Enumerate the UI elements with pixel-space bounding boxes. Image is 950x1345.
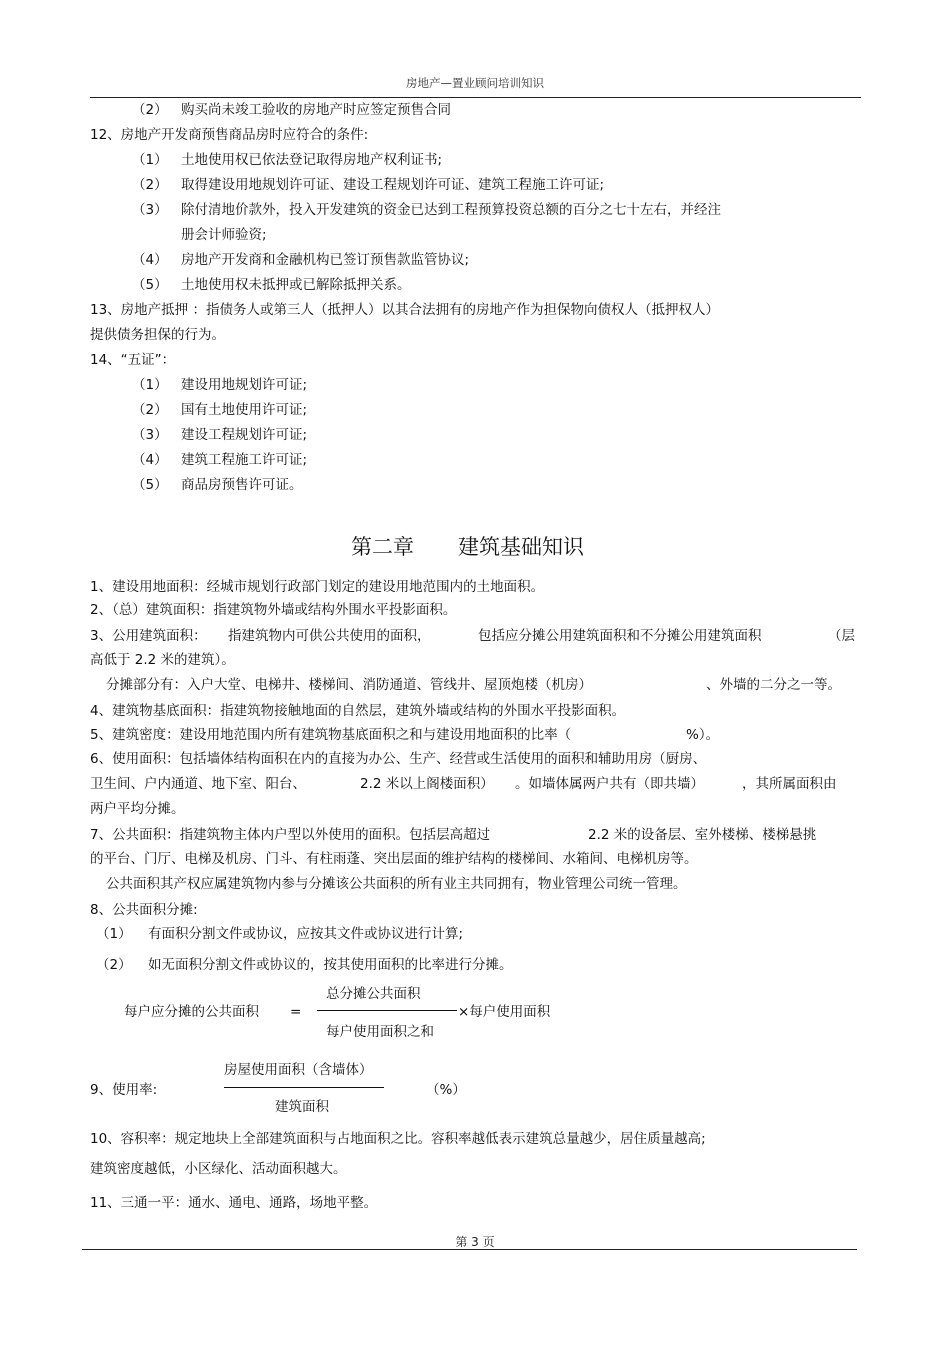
item12-sub4-num: （4）: [132, 252, 168, 268]
s2-p3f-a: 分摊部分有：入户大堂、电梯井、楼梯间、消防通道、管线井、屋顶炮楼（机房）: [106, 677, 592, 693]
s2-p3b: 指建筑物内可供公共使用的面积，: [228, 628, 431, 644]
s2-p7a1: 7、公共面积：指建筑物主体内户型以外使用的面积。包括层高超过: [90, 827, 491, 843]
s2-p3e: 高低于 2.2 米的建筑）。: [90, 652, 235, 668]
item12-sub3-cont: 册会计师验资;: [181, 227, 267, 243]
item14-sub2-num: （2）: [132, 402, 168, 418]
page-footer: 第 3 页: [455, 1235, 495, 1249]
formula2-denominator: 建筑面积: [275, 1099, 329, 1115]
item13-line1: 13、房地产抵押 ：指债务人或第三人（抵押人）以其合法拥有的房地产作为担保物向债权人（抵押权人）: [90, 302, 719, 318]
item14-sub1-num: （1）: [132, 377, 168, 393]
item14-sub5-text: 商品房预售许可证。: [181, 477, 303, 493]
item12-title: 12、房地产开发商预售商品房时应符合的条件:: [90, 127, 369, 143]
s2-p1: 1、建设用地面积：经城市规划行政部门划定的建设用地范围内的土地面积。: [90, 579, 545, 595]
item12-sub5-num: （5）: [132, 277, 168, 293]
item14-title: 14、“五证”：: [90, 352, 176, 368]
s2-p3c: 包括应分摊公用建筑面积和不分摊公用建筑面积: [478, 628, 762, 644]
item14-sub1-text: 建设用地规划许可证;: [181, 377, 308, 393]
formula1-fraction-bar: [317, 1010, 457, 1011]
chapter-heading: [0, 534, 935, 560]
s2-p11: 11、三通一平：通水、通电、通路，场地平整。: [90, 1195, 378, 1211]
s2-p3a: 3、公用建筑面积：: [90, 628, 207, 644]
formula1-equals: =: [290, 1004, 302, 1020]
s2-p8-1-num: （1）: [96, 926, 132, 942]
s2-p6a: 6、使用面积：包括墙体结构面积在内的直接为办公、生产、经营或生活使用的面积和辅助用房（厨房、: [90, 751, 707, 767]
item14-sub3-num: （3）: [132, 427, 168, 443]
item14-sub3-text: 建设工程规划许可证;: [181, 427, 308, 443]
s2-p3d: （层: [828, 628, 855, 644]
s2-p8-2-num: （2）: [96, 957, 132, 973]
s2-p10a: 10、容积率：规定地块上全部建筑面积与占地面积之比。容积率越低表示建筑总量越少，居住质量越高;: [90, 1131, 706, 1147]
s2-p8-1-text: 有面积分割文件或协议，应按其文件或协议进行计算;: [148, 926, 464, 942]
s2-p6b1: 卫生间、户内通道、地下室、阳台、: [90, 776, 306, 792]
s2-p5b: %）。: [686, 727, 720, 743]
page-header: 房地产—置业顾问培训知识: [406, 76, 544, 90]
item12-sub4-text: 房地产开发商和金融机构已签订预售款监管协议;: [181, 252, 470, 268]
s2-p6b4: ，其所属面积由: [742, 776, 837, 792]
chapter-label: 第二章: [351, 535, 414, 559]
s2-p6b2: 2.2 米以上阁楼面积）: [360, 776, 494, 792]
s2-p3f-b: 、外墙的二分之一等。: [706, 677, 841, 693]
item14-sub4-text: 建筑工程施工许可证;: [181, 452, 308, 468]
item12-sub2-text: 取得建设用地规划许可证、建设工程规划许可证、建筑工程施工许可证;: [181, 177, 605, 193]
formula1-numerator: 总分摊公共面积: [326, 986, 421, 1002]
header-rule: [90, 97, 861, 98]
formula2-numerator: 房屋使用面积（含墙体）: [224, 1062, 373, 1078]
item12-sub3-num: （3）: [132, 202, 168, 218]
s2-p6c: 两户平均分摊。: [90, 801, 185, 817]
chapter-title: 建筑基础知识: [458, 535, 584, 559]
s2-p5a: 5、建筑密度：建设用地范围内所有建筑物基底面积之和与建设用地面积的比率（: [90, 727, 572, 743]
item12-sub1-text: 土地使用权已依法登记取得房地产权利证书;: [181, 152, 443, 168]
item14-sub2-text: 国有土地使用许可证;: [181, 402, 308, 418]
formula1-left: 每户应分摊的公共面积: [124, 1004, 259, 1020]
s2-p9-label: 9、使用率:: [90, 1082, 158, 1098]
formula2-fraction-bar: [224, 1087, 384, 1088]
item14-sub4-num: （4）: [132, 452, 168, 468]
item14-sub5-num: （5）: [132, 477, 168, 493]
footer-rule: [82, 1249, 857, 1250]
s2-p7b: 的平台、门厅、电梯及机房、门斗、有柱雨蓬、突出层面的维护结构的楼梯间、水箱间、电梯机房等。: [90, 851, 698, 867]
s2-p10b: 建筑密度越低，小区绿化、活动面积越大。: [90, 1161, 347, 1177]
item12-sub5-text: 土地使用权未抵押或已解除抵押关系。: [181, 277, 411, 293]
item12-sub3-text: 除付清地价款外，投入开发建筑的资金已达到工程预算投资总额的百分之七十左右，并经注: [181, 202, 721, 218]
item11-sub2-text: 购买尚未竣工验收的房地产时应签定预售合同: [181, 102, 451, 118]
item13-line2: 提供债务担保的行为。: [90, 327, 225, 343]
s2-p6b3: 。如墙体属两户共有（即共墙）: [515, 776, 704, 792]
item12-sub2-num: （2）: [132, 177, 168, 193]
item12-sub1-num: （1）: [132, 152, 168, 168]
formula2-unit: （%）: [426, 1082, 466, 1098]
formula1-right: ×每户使用面积: [458, 1004, 551, 1020]
s2-p7a2: 2.2 米的设备层、室外楼梯、楼梯悬挑: [588, 827, 817, 843]
s2-p4: 4、建筑物基底面积：指建筑物接触地面的自然层，建筑外墙或结构的外围水平投影面积。: [90, 703, 626, 719]
formula1-denominator: 每户使用面积之和: [326, 1024, 434, 1040]
s2-p8: 8、公共面积分摊:: [90, 902, 198, 918]
s2-p2: 2、（总）建筑面积：指建筑物外墙或结构外围水平投影面积。: [90, 602, 457, 618]
item11-sub2-num: （2）: [132, 102, 168, 118]
s2-p7c: 公共面积其产权应属建筑物内参与分摊该公共面积的所有业主共同拥有，物业管理公司统一管理。: [106, 876, 687, 892]
s2-p8-2-text: 如无面积分割文件或协议的，按其使用面积的比率进行分摊。: [148, 957, 513, 973]
